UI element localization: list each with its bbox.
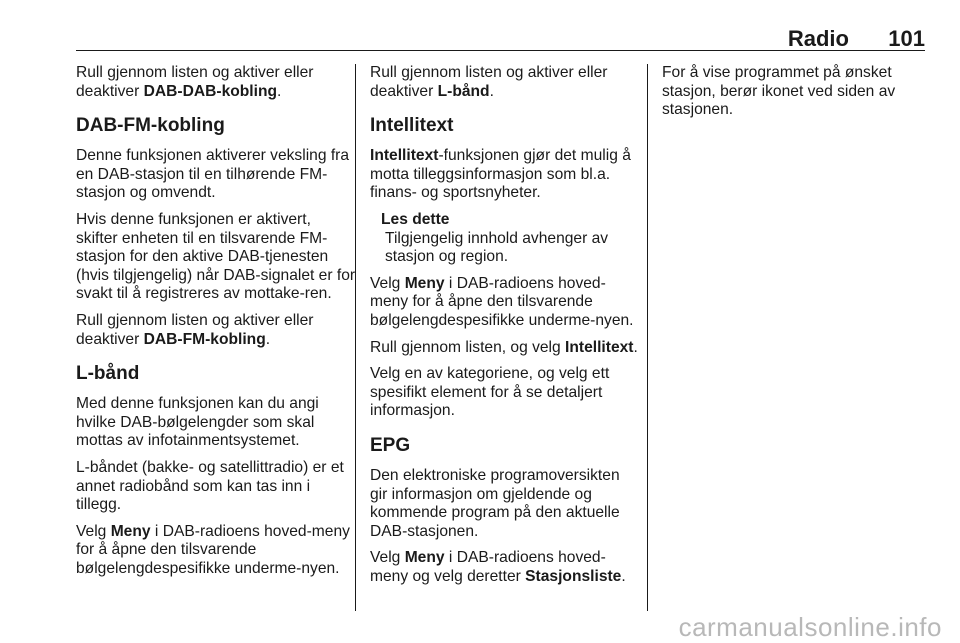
watermark-text: carmanualsonline.info	[678, 612, 942, 642]
section-title: Radio	[787, 26, 849, 51]
paragraph: Med denne funksjonen kan du angi hvilke DAB-bølgelengder som skal mottas av infotainmentsystemet.	[76, 395, 319, 450]
heading-dab-fm: DAB-FM-kobling	[76, 115, 225, 137]
page-number: 101	[888, 26, 925, 51]
note-body: Tilgjengelig innhold avhenger av stasjon og region.	[385, 229, 609, 266]
paragraph: Rull gjennom listen og aktiver eller deaktiver L-bånd.	[370, 64, 608, 100]
paragraph: Rull gjennom listen og aktiver eller deaktiver DAB-FM-kobling.	[76, 311, 314, 348]
paragraph: Rull gjennom listen, og velg Intellitext.	[370, 338, 638, 356]
paragraph: Rull gjennom listen og aktiver eller deaktiver DAB-DAB-kobling.	[76, 64, 314, 100]
heading-l-band: L-bånd	[76, 363, 140, 385]
column-divider-2	[647, 64, 648, 611]
heading-intellitext: Intellitext	[370, 115, 454, 137]
paragraph: Velg Meny i DAB-radioens hoved-meny for å åpne den tilsvarende bølgelengdespesifikke underme-nyen.	[370, 274, 634, 329]
paragraph: For å vise programmet på ønsket stasjon, berør ikonet ved siden av stasjonen.	[662, 64, 896, 119]
paragraph: Hvis denne funksjonen er aktivert, skifter enheten til en tilsvarende FM-stasjon for den aktive DAB-tjenesten (hvis tilgjengelig) når DAB-signalet er for svakt til å registreres av mottake-ren.	[76, 210, 356, 303]
column-3	[662, 64, 924, 128]
paragraph: Intellitext-funksjonen gjør det mulig å motta tilleggsinformasjon som bl.a. finans- og sportsnyheter.	[370, 147, 631, 202]
column-1	[76, 64, 356, 586]
heading-epg: EPG	[370, 434, 411, 456]
note-title: Les dette	[381, 210, 450, 228]
paragraph: L-båndet (bakke- og satellittradio) er et annet radiobånd som kan tas inn i tillegg.	[76, 458, 344, 514]
paragraph: Den elektroniske programoversikten gir informasjon om gjeldende og kommende program på den aktuelle DAB-stasjonen.	[370, 466, 620, 540]
paragraph: Velg en av kategoriene, og velg ett spesifikt element for å se detaljert informasjon.	[370, 365, 610, 420]
note-box	[381, 211, 640, 267]
paragraph: Denne funksjonen aktiverer veksling fra en DAB-stasjon til en tilhørende FM-stasjon og omvendt.	[76, 147, 350, 202]
page-header	[76, 28, 925, 51]
column-2	[370, 64, 640, 594]
paragraph: Velg Meny i DAB-radioens hoved-meny og velg deretter Stasjonsliste.	[370, 549, 626, 585]
paragraph: Velg Meny i DAB-radioens hoved-meny for å åpne den tilsvarende bølgelengdespesifikke underme-nyen.	[76, 522, 350, 577]
